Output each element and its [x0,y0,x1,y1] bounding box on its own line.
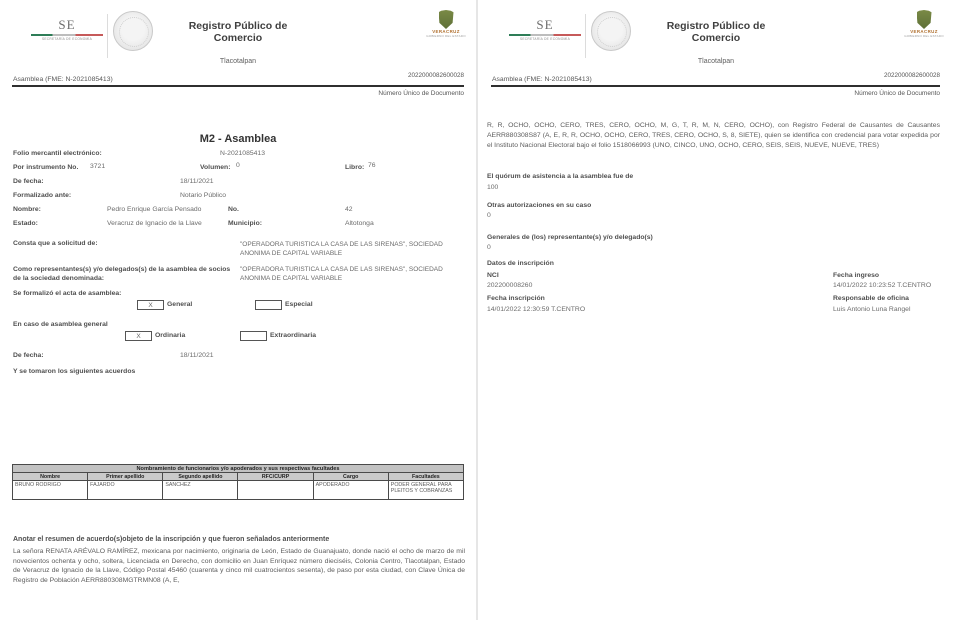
veracruz-crest-icon [439,10,454,29]
se-logo [28,17,106,41]
libro-value: 76 [368,162,376,169]
officials-table [12,464,464,500]
general-label: General [167,301,193,308]
quorum-value: 100 [487,184,499,191]
header-office: Tlacotalpan [697,58,735,65]
doc-number: 2022000082600028 [407,72,464,79]
generales-label: Generales de (los) representante(s) y/o delegado(s) [487,234,653,241]
page-2 [476,0,952,620]
responsable-label: Responsable de oficina [833,295,909,302]
fecha-value: 18/11/2021 [180,178,214,185]
acta-label: Se formalizó el acta de asamblea: [13,290,122,297]
instrumento-value: 3721 [90,163,106,170]
especial-label: Especial [285,301,313,308]
veracruz-label: VERACRUZ [910,29,938,34]
doc-number-label: Número Único de Documento [378,90,464,97]
veracruz-crest-icon [917,10,932,29]
no-value: 42 [345,206,353,213]
curp-continuation: R, R, OCHO, OCHO, CERO, TRES, CERO, OCHO, M, G, T, R, M, N, CERO, OCHO), con Registro Federal de Causantes de Causantes AERR880308S87 (A, E, R, R, OCHO, OCHO, CERO, TRES, CERO, OCHO, S, 8, SIETE), quien se identifica con credencial para votar expedida por el Instituto Nacional Electoral bajo el folio 1518066993 (UNO, CINCO, UNO, OCHO, CERO, SEIS, SEIS, NUEVE, NUEVE, TRES) [487,122,940,149]
se-logo-caption: SECRETARÍA DE ECONOMÍA [41,36,93,41]
no-label: No. [228,206,239,213]
header-divider [585,14,586,58]
municipio-value: Altotonga [345,220,374,227]
veracruz-label: VERACRUZ [432,29,460,34]
ordinaria-label: Ordinaria [155,332,186,339]
folio-label: Folio mercantil electrónico: [13,150,102,157]
col-header-segundo-apellido: Segundo apellido [163,473,238,481]
checkbox-especial [255,300,282,310]
col-header-cargo: Cargo [313,473,388,481]
representantes-label: Como representantes(s) y/o delegados(s) de la asamblea de socios de la sociedad denominada: [13,266,231,282]
se-logo-caption: SECRETARÍA DE ECONOMÍA [519,36,571,41]
fecha-ingreso-value: 14/01/2022 10:23:52 T.CENTRO [833,282,932,289]
col-header-nombre: Nombre [13,473,88,481]
col-header-rfc-curp: RFC/CURP [238,473,313,481]
table-title: Nombramiento de funcionarios y/o apoderados y sus respectivas facultades [13,465,464,473]
cell-facultades: PODER GENERAL PARA PLEITOS Y COBRANZAS [388,481,463,500]
volumen-label: Volumen: [200,164,231,171]
fecha-inscripcion-label: Fecha inscripción [487,295,545,302]
fecha-ingreso-label: Fecha ingreso [833,272,880,279]
doc-ref: Asamblea (FME: N-2021085413) [492,76,592,83]
page-1 [0,0,476,620]
header-title-line2: Comercio [691,32,741,44]
estado-label: Estado: [13,220,38,227]
otras-autorizaciones-value: 0 [487,212,491,219]
cell-primer-apellido: FAJARDO [88,481,163,500]
solicitud-label: Consta que a solicitud de: [13,240,98,247]
se-flag-line [509,34,581,36]
cell-rfc-curp [238,481,313,500]
fecha-inscripcion-value: 14/01/2022 12:30:59 T.CENTRO [487,306,586,313]
formalizado-label: Formalizado ante: [13,192,72,199]
nci-label: NCI [487,272,499,279]
veracruz-crest [420,10,472,38]
doc-number: 2022000082600028 [883,72,940,79]
se-flag-line [31,34,103,36]
form-title: M2 - Asamblea [199,133,277,145]
folio-value: N-2021085413 [220,150,265,157]
header-divider [107,14,108,58]
acuerdos-label: Y se tomaron los siguientes acuerdos [13,368,136,375]
representantes-value: "OPERADORA TURISTICA LA CASA DE LAS SIRENAS", SOCIEDAD ANONIMA DE CAPITAL VARIABLE [240,266,443,282]
libro-label: Libro: [345,164,365,171]
instrumento-label: Por instrumento No. [13,164,79,171]
responsable-value: Luis Antonio Luna Rangel [833,306,911,313]
fecha2-label: De fecha: [13,352,44,359]
col-header-facultades: Facultades [388,473,463,481]
table-row [13,481,464,500]
se-logo-text: SE [536,17,554,32]
fecha-label: De fecha: [13,178,44,185]
formalizado-value: Notario Público [180,192,227,199]
veracruz-sublabel: GOBIERNO DEL ESTADO [904,34,944,38]
header-title-line2: Comercio [213,32,263,44]
doc-number-label: Número Único de Documento [854,90,940,97]
nci-value: 202200008260 [487,282,533,289]
se-logo [506,17,584,41]
municipio-label: Municipio: [228,220,262,227]
header-rule [491,85,940,87]
cell-segundo-apellido: SANCHEZ [163,481,238,500]
doc-ref: Asamblea (FME: N-2021085413) [13,76,113,83]
nombre-label: Nombre: [13,206,41,213]
checkbox-ordinaria: X [125,331,152,341]
header-rule [12,85,464,87]
quorum-label: El quórum de asistencia a la asamblea fue de [487,173,634,180]
estado-value: Veracruz de Ignacio de la Llave [107,220,202,227]
veracruz-crest [898,10,950,38]
cell-nombre: BRUNO RODRIGO [13,481,88,500]
datos-inscripcion-label: Datos de inscripción [487,260,554,267]
veracruz-sublabel: GOBIERNO DEL ESTADO [426,34,466,38]
checkbox-general: X [137,300,164,310]
otras-autorizaciones-label: Otras autorizaciones en su caso [487,202,592,209]
header-title-line1: Registro Público de [188,20,288,32]
solicitud-value: "OPERADORA TURISTICA LA CASA DE LAS SIRENAS", SOCIEDAD ANONIMA DE CAPITAL VARIABLE [240,241,443,257]
asamblea-general-label: En caso de asamblea general [13,321,108,328]
fecha2-value: 18/11/2021 [180,352,214,359]
volumen-value: 0 [236,162,240,169]
summary-body: La señora RENATA ARÉVALO RAMÍREZ, mexicana por nacimiento, originaria de León, Estado de Guanajuato, donde nació el ocho de marzo de mil novecientos ochenta y ocho, soltera, Licenciada en Derecho, con domicilio en Juan Enríquez número dieciséis, Colonia Centro, Tlacotalpan, Estado de Veracruz de Ignacio de la Llave, Código Postal 45460 (cuarenta y cinco mil cuatrocientos sesenta), de paso por esta ciudad, con Clave Única de Registro de Población AERR880308MGTRMN08 (A, E, [13,548,465,584]
header-office: Tlacotalpan [219,58,257,65]
col-header-primer-apellido: Primer apellido [88,473,163,481]
extraordinaria-label: Extraordinaria [270,332,317,339]
checkbox-extraordinaria [240,331,267,341]
summary-heading: Anotar el resumen de acuerdo(s)objeto de la inscripción y que fueron señalados anteriormente [13,536,330,543]
se-logo-text: SE [58,17,76,32]
cell-cargo: APODERADO [313,481,388,500]
header-title-line1: Registro Público de [666,20,766,32]
nombre-value: Pedro Enrique García Pensado [107,206,202,213]
generales-value: 0 [487,244,491,251]
